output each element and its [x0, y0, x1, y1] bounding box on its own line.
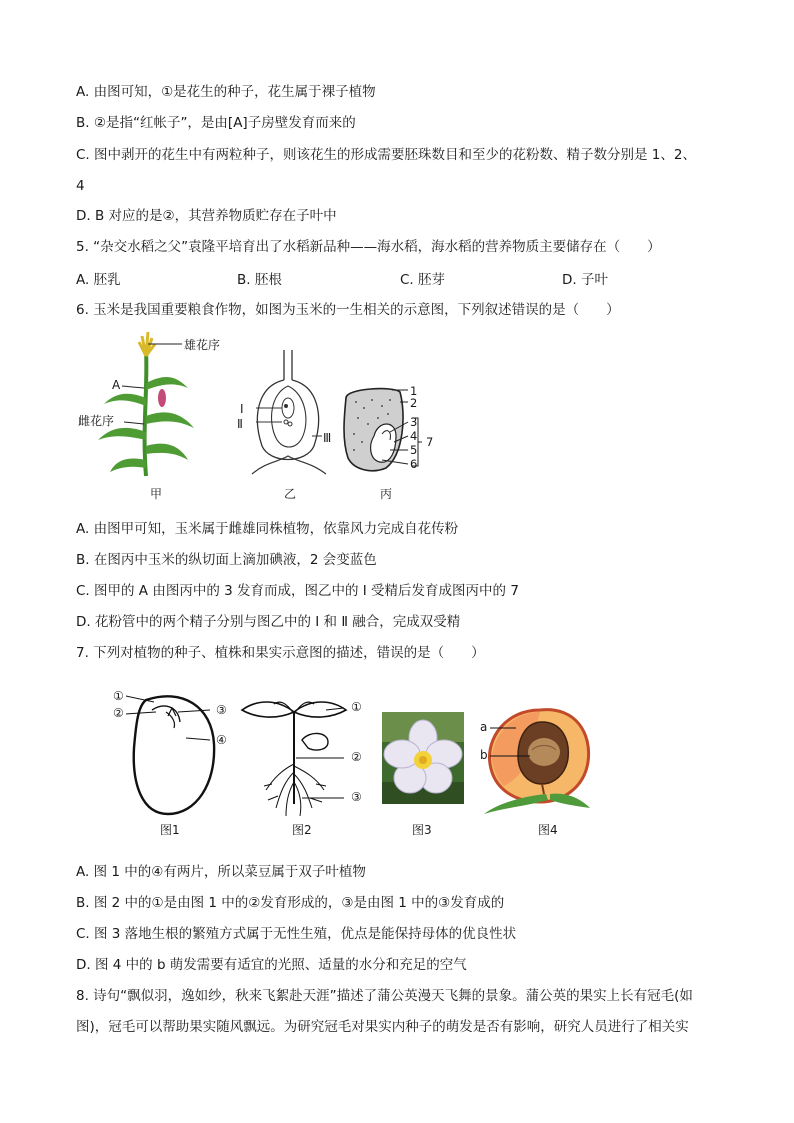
figure-3-caption: 图3	[412, 823, 432, 837]
q4-option-a: A. 由图可知，①是花生的种子，花生属于裸子植物	[76, 84, 376, 100]
q4-option-d: D. B 对应的是②，其营养物质贮存在子叶中	[76, 208, 337, 224]
figure-1-caption: 图1	[160, 823, 180, 837]
label-fig1-c2: ②	[113, 706, 124, 720]
seedling-figure	[236, 692, 356, 822]
q7-option-b: B. 图 2 中的①是由图 1 中的②发育形成的，③是由图 1 中的③发育成的	[76, 895, 505, 911]
label-fig1-c1: ①	[113, 689, 124, 703]
q6-option-c: C. 图甲的 A 由图丙中的 3 发育而成，图乙中的 Ⅰ 受精后发育成图丙中的 7	[76, 583, 519, 599]
q6-option-a: A. 由图甲可知，玉米属于雌雄同株植物，依靠风力完成自花传粉	[76, 521, 459, 537]
label-xionghuaxu: 雄花序	[184, 338, 221, 352]
corn-stalk	[145, 350, 147, 476]
q8-stem-line-2: 图)，冠毛可以帮助果实随风飘远。为研究冠毛对果实内种子的萌发是否有影响，研究人员进行了相关实	[76, 1019, 689, 1035]
flower-photo	[382, 712, 464, 804]
label-7: 7	[426, 435, 434, 449]
corn-ear-icon	[158, 389, 166, 407]
q8-stem-line-1: 8. 诗句“飘似羽，逸如纱，秋来飞絮赴天涯”描述了蒲公英漫天飞舞的景象。蒲公英的果实上长有冠毛(如	[76, 988, 693, 1004]
label-fig1-c4: ④	[216, 733, 227, 747]
q7-option-a: A. 图 1 中的④有两片，所以菜豆属于双子叶植物	[76, 864, 366, 880]
q4-option-c: C. 图中剥开的花生中有两粒种子，则该花生的形成需要胚珠数目和至少的花粉数、精子数分别是 1、2、	[76, 147, 696, 163]
figure-jia-caption: 甲	[150, 487, 163, 501]
label-I: Ⅰ	[240, 402, 244, 416]
label-A: A	[112, 378, 121, 392]
label-fig4-b: b	[480, 748, 488, 762]
q4-option-b: B. ②是指“红帐子”，是由[A]子房壁发育而来的	[76, 115, 356, 131]
q7-option-d: D. 图 4 中的 b 萌发需要有适宜的光照、适量的水分和充足的空气	[76, 957, 467, 973]
q5-option-c: C. 胚芽	[400, 272, 446, 288]
figure-yi-caption: 乙	[284, 487, 297, 501]
q7-stem: 7. 下列对植物的种子、植株和果实示意图的描述，错误的是（ ）	[76, 645, 485, 661]
label-6: 6	[410, 457, 418, 471]
label-fig1-c3: ③	[216, 703, 227, 717]
q5-stem: 5. “杂交水稻之父”袁隆平培育出了水稻新品种——海水稻，海水稻的营养物质主要储存在（ ）	[76, 239, 661, 255]
q5-option-b: B. 胚根	[237, 272, 282, 288]
label-fig2-c3: ③	[351, 790, 362, 804]
label-3: 3	[410, 415, 418, 429]
label-III: Ⅲ	[323, 431, 332, 445]
q6-option-b: B. 在图丙中玉米的纵切面上滴加碘液，2 会变蓝色	[76, 552, 377, 568]
q6-stem: 6. 玉米是我国重要粮食作物，如图为玉米的一生相关的示意图，下列叙述错误的是（ ）	[76, 302, 620, 318]
corn-seed-figure	[338, 384, 438, 474]
label-fig4-a: a	[480, 720, 488, 734]
label-5: 5	[410, 443, 418, 457]
ovary-figure	[248, 346, 330, 476]
q4-option-c-continued: 4	[76, 178, 85, 194]
q5-option-d: D. 子叶	[562, 272, 608, 288]
q7-option-c: C. 图 3 落地生根的繁殖方式属于无性生殖，优点是能保持母体的优良性状	[76, 926, 517, 942]
label-fig2-c2: ②	[351, 750, 362, 764]
label-II: Ⅱ	[237, 417, 243, 431]
label-1: 1	[410, 384, 418, 398]
label-2: 2	[410, 396, 418, 410]
label-cihuaxu: 雌花序	[78, 414, 115, 428]
figure-2-caption: 图2	[292, 823, 312, 837]
q6-option-d: D. 花粉管中的两个精子分别与图乙中的 Ⅰ 和 Ⅱ 融合，完成双受精	[76, 614, 461, 630]
label-4: 4	[410, 429, 418, 443]
label-fig2-c1: ①	[351, 700, 362, 714]
figure-bing-caption: 丙	[380, 487, 393, 501]
figure-4-caption: 图4	[538, 823, 558, 837]
q5-option-a: A. 胚乳	[76, 272, 121, 288]
peach-figure	[476, 690, 600, 814]
